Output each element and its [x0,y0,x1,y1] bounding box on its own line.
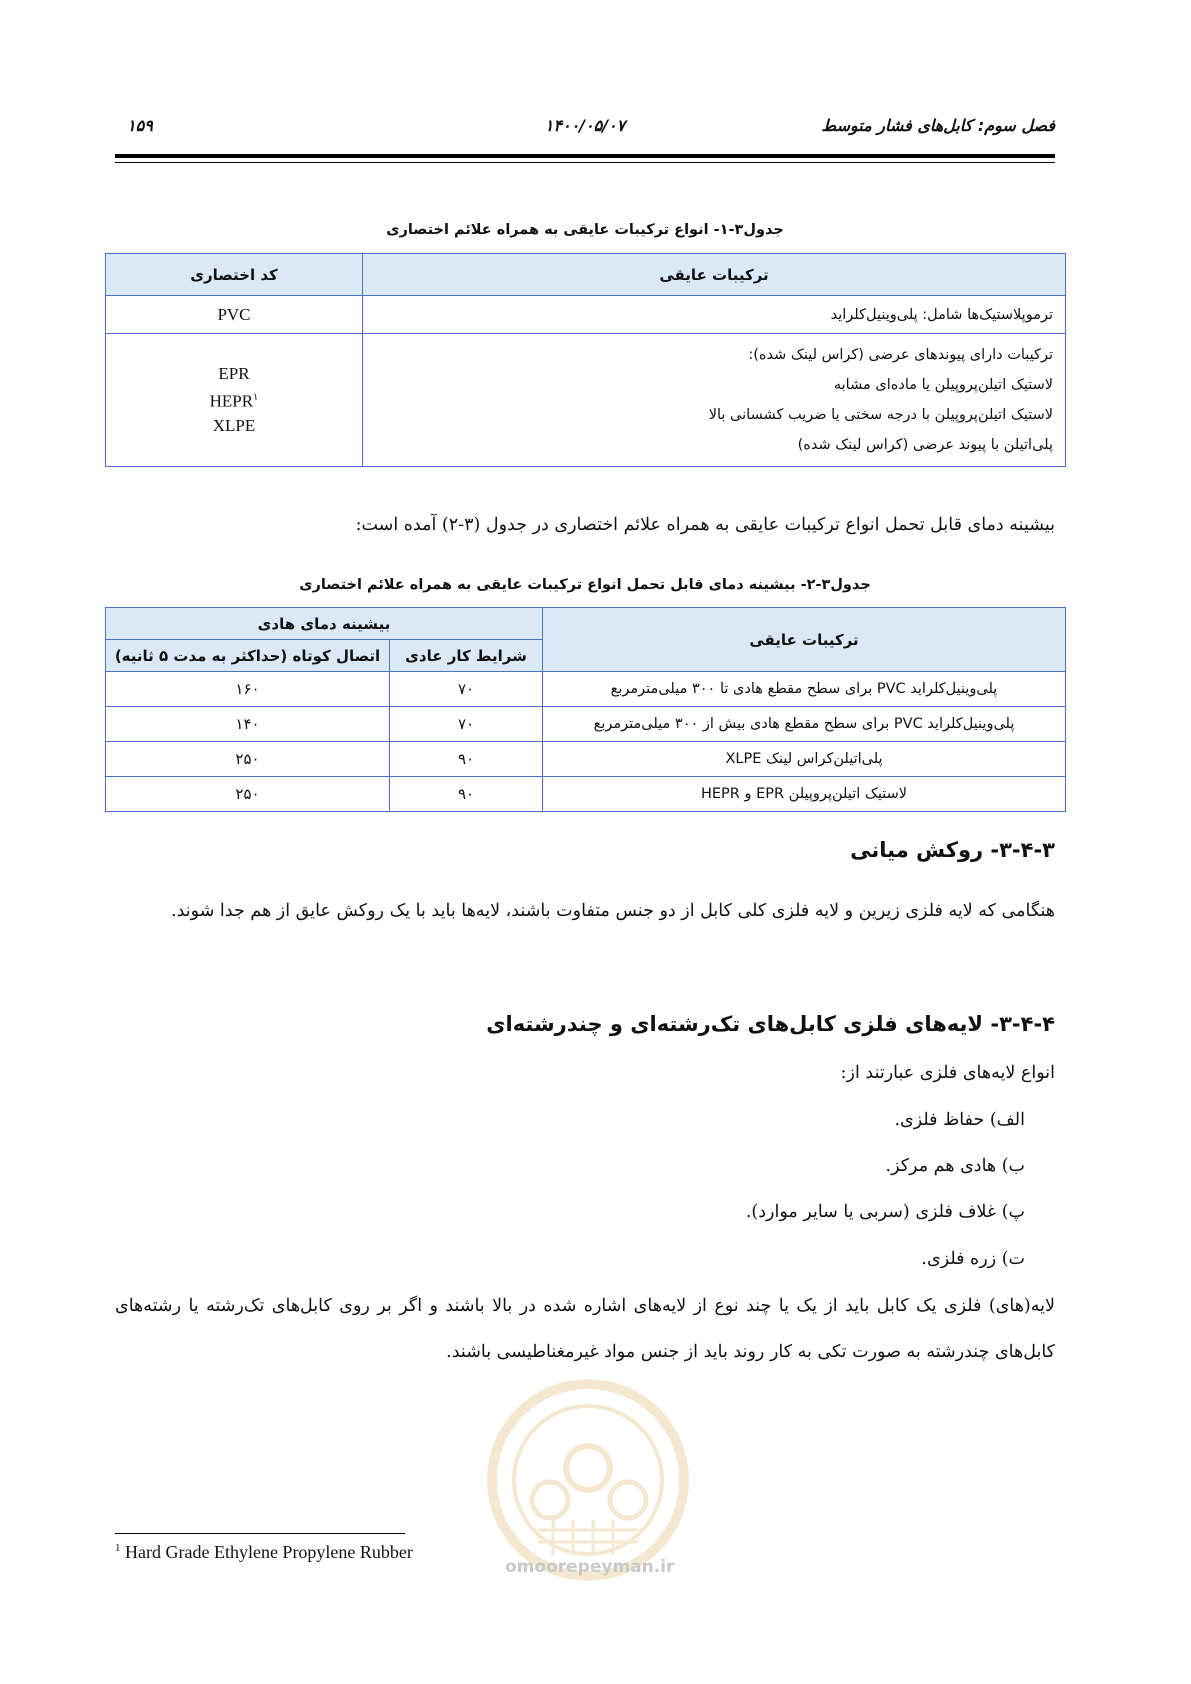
footnote-text: Hard Grade Ethylene Propylene Rubber [125,1542,413,1562]
table2-header-normal: شرایط کار عادی [390,640,543,672]
list-item: ب) هادی هم مرکز. [885,1156,1025,1176]
table1-cell-composition: ترموپلاستیک‌ها شامل: پلی‌وینیل‌کلراید [363,296,1066,334]
table1-cell-code: PVC [106,296,363,334]
section-heading-inner-sheath: ۳-۴-۳- روکش میانی [850,838,1055,862]
table2-cell-short: ۱۴۰ [106,707,390,742]
table1-caption: جدول۳-۱- انواع ترکیبات عایقی به همراه علائم اختصاری [386,222,784,238]
header-rule-thick [115,154,1055,158]
composition-line: لاستیک اتیلن‌پروپیلن با درجه سختی یا ضریب کشسانی بالا [708,407,1053,423]
insulation-codes-table [105,253,1066,467]
header-date: ۱۴۰۰/۰۵/۰۷ [544,116,626,135]
table2-cell-short: ۲۵۰ [106,777,390,812]
table2-cell-composition: لاستیک اتیلن‌پروپیلن EPR و HEPR [543,777,1066,812]
table2-cell-short: ۱۶۰ [106,672,390,707]
chapter-title: فصل سوم: کابل‌های فشار متوسط [821,116,1055,135]
paragraph-metal-layers: لایه(های) فلزی یک کابل باید از یک یا چند نوع از لایه‌های اشاره شده در بالا باشند و اگر بر روی کابل‌های تک‌رشته یا رشته‌های کابل‌های چندرشته به صورت تکی به کار روند باید از جنس مواد غیرمغناطیسی باشند. [115,1296,1055,1362]
metal-layers-intro: انواع لایه‌های فلزی عبارتند از: [840,1063,1055,1083]
table2-cell-short: ۲۵۰ [106,742,390,777]
table2-cell-normal: ۹۰ [390,777,543,812]
table2-header-composition: ترکیبات عایقی [543,608,1066,672]
table2-header-max-temp: بیشینه دمای هادی [106,608,543,640]
table2-caption: جدول۳-۲- بیشینه دمای قابل تحمل انواع ترکیبات عایقی به همراه علائم اختصاری [299,577,871,593]
table2-cell-composition: پلی‌وینیل‌کلراید PVC برای سطح مقطع هادی تا ۳۰۰ میلی‌مترمربع [543,672,1066,707]
table-row [106,777,1066,812]
table2-cell-normal: ۹۰ [390,742,543,777]
footnote-number: 1 [115,1542,121,1554]
table2-header-short-circuit: اتصال کوتاه (حداکثر به مدت ۵ ثانیه) [106,640,390,672]
table-row [106,334,1066,467]
composition-line: پلی‌اتیلن با پیوند عرضی (کراس لینک شده) [797,437,1053,453]
paragraph-intro-table2: بیشینه دمای قابل تحمل انواع ترکیبات عایقی به همراه علائم اختصاری در جدول (۳-۲) آمده است: [355,515,1055,535]
table2-cell-composition: پلی‌وینیل‌کلراید PVC برای سطح مقطع هادی بیش از ۳۰۰ میلی‌مترمربع [543,707,1066,742]
list-item: ت) زره فلزی. [921,1249,1025,1269]
table2-cell-normal: ۷۰ [390,672,543,707]
code-xlpe: XLPE [212,415,256,435]
table1-cell-codes [106,334,363,467]
table-row [106,296,1066,334]
footnote [115,1542,413,1563]
page-header [115,116,1055,146]
table1-header-code: کد اختصاری [106,254,363,296]
footnote-mark: ۱ [253,392,259,404]
max-temperature-table [105,607,1066,812]
table2-cell-normal: ۷۰ [390,707,543,742]
paragraph-inner-sheath: هنگامی که لایه فلزی زیرین و لایه فلزی کلی کابل از دو جنس متفاوت باشند، لایه‌ها باید با یک روکش عایق از هم جدا شوند. [171,901,1055,921]
footnote-rule [115,1533,405,1534]
header-rule-thin [115,162,1055,163]
composition-line: ترکیبات دارای پیوندهای عرضی (کراس لینک شده): [748,347,1053,363]
list-item: پ) غلاف فلزی (سربی یا سایر موارد). [745,1202,1025,1222]
code-hepr: HEPR$^۱$ [209,391,259,411]
table1-header-composition: ترکیبات عایقی [363,254,1066,296]
table1-cell-composition-multi [363,334,1066,467]
table-row [106,742,1066,777]
table-row [106,672,1066,707]
table2-cell-composition: پلی‌اتیلن‌کراس لینک XLPE [543,742,1066,777]
page-number: ۱۵۹ [127,116,153,135]
list-item: الف) حفاظ فلزی. [894,1110,1025,1130]
watermark-url: omoorepeyman.ir [505,1557,675,1577]
code-epr: EPR [218,364,250,384]
composition-line: لاستیک اتیلن‌پروپیلن یا ماده‌ای مشابه [833,377,1053,393]
section-heading-metal-layers: ۳-۴-۴- لایه‌های فلزی کابل‌های تک‌رشته‌ای و چندرشته‌ای [486,1012,1055,1036]
table-row [106,707,1066,742]
